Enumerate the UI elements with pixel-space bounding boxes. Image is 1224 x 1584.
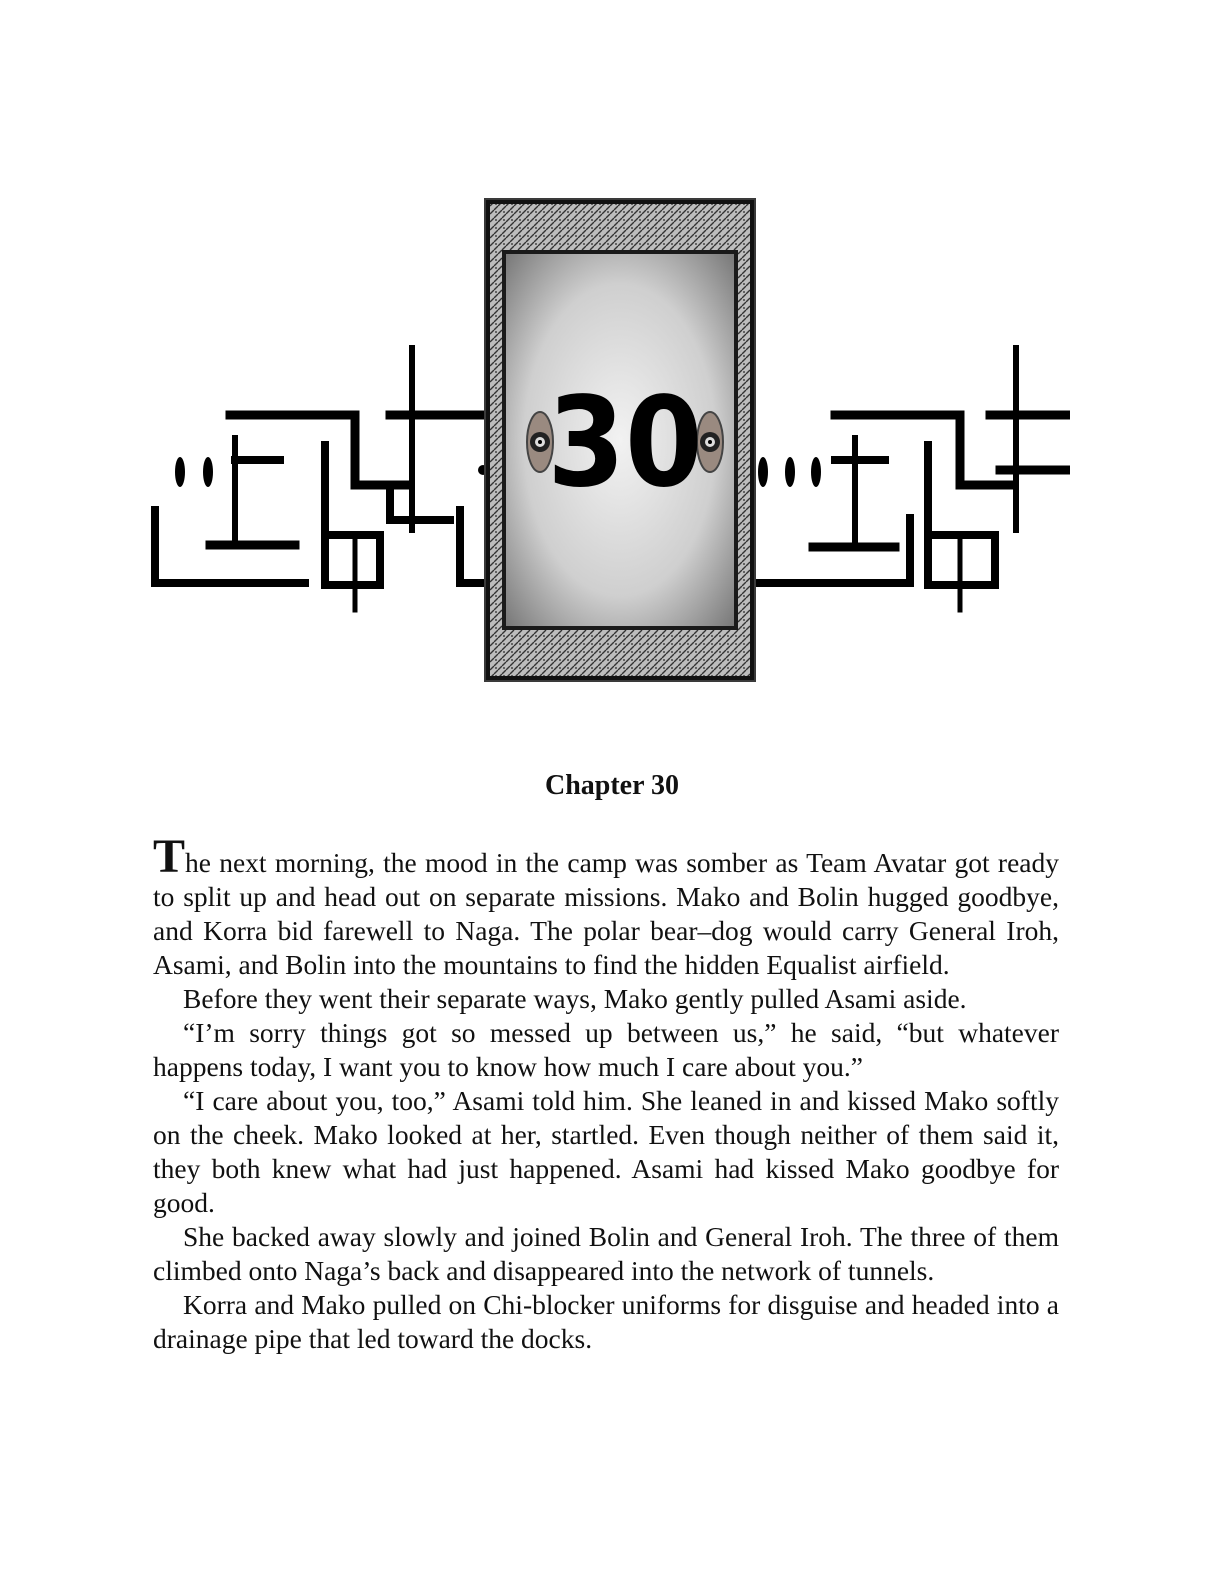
paragraph: Korra and Mako pulled on Chi-blocker uniforms for disguise and headed into a drainage pipe that led toward the docks.	[153, 1289, 1059, 1354]
paragraph	[153, 830, 1059, 982]
paragraph: “I’m sorry things got so messed up between us,” he said, “but whatever happens today, I want you to know how much I care about you.”	[153, 1017, 1059, 1082]
paragraph-text: he next morning, the mood in the camp was somber as Team Avatar got ready to split up and head out on separate missions. Mako and Bolin hugged goodbye, and Korra bid farewell to Naga. The polar bear–dog would carry General Iroh, Asami, and Bolin into the mountains to find the hidden Equalist airfield.	[153, 847, 1059, 980]
drop-cap: T	[153, 830, 186, 883]
left-ornament-lines	[155, 348, 488, 610]
chapter-number: 30	[547, 370, 703, 515]
right-ornament-lines	[758, 348, 1068, 610]
chapter-ornament	[150, 190, 1070, 690]
paragraph: She backed away slowly and joined Bolin and General Iroh. The three of them climbed onto Naga’s back and disappeared into the network of tunnels.	[153, 1221, 1059, 1286]
chapter-title: Chapter 30	[544, 770, 680, 801]
chapter-body	[153, 830, 1059, 1356]
paragraph: “I care about you, too,” Asami told him. She leaned in and kissed Mako softly on the cheek. Mako looked at her, startled. Even though neither of them said it, they both knew what had just happened. Asami had kissed Mako goodbye for good.	[153, 1085, 1059, 1218]
paragraph: Before they went their separate ways, Mako gently pulled Asami aside.	[183, 983, 967, 1014]
